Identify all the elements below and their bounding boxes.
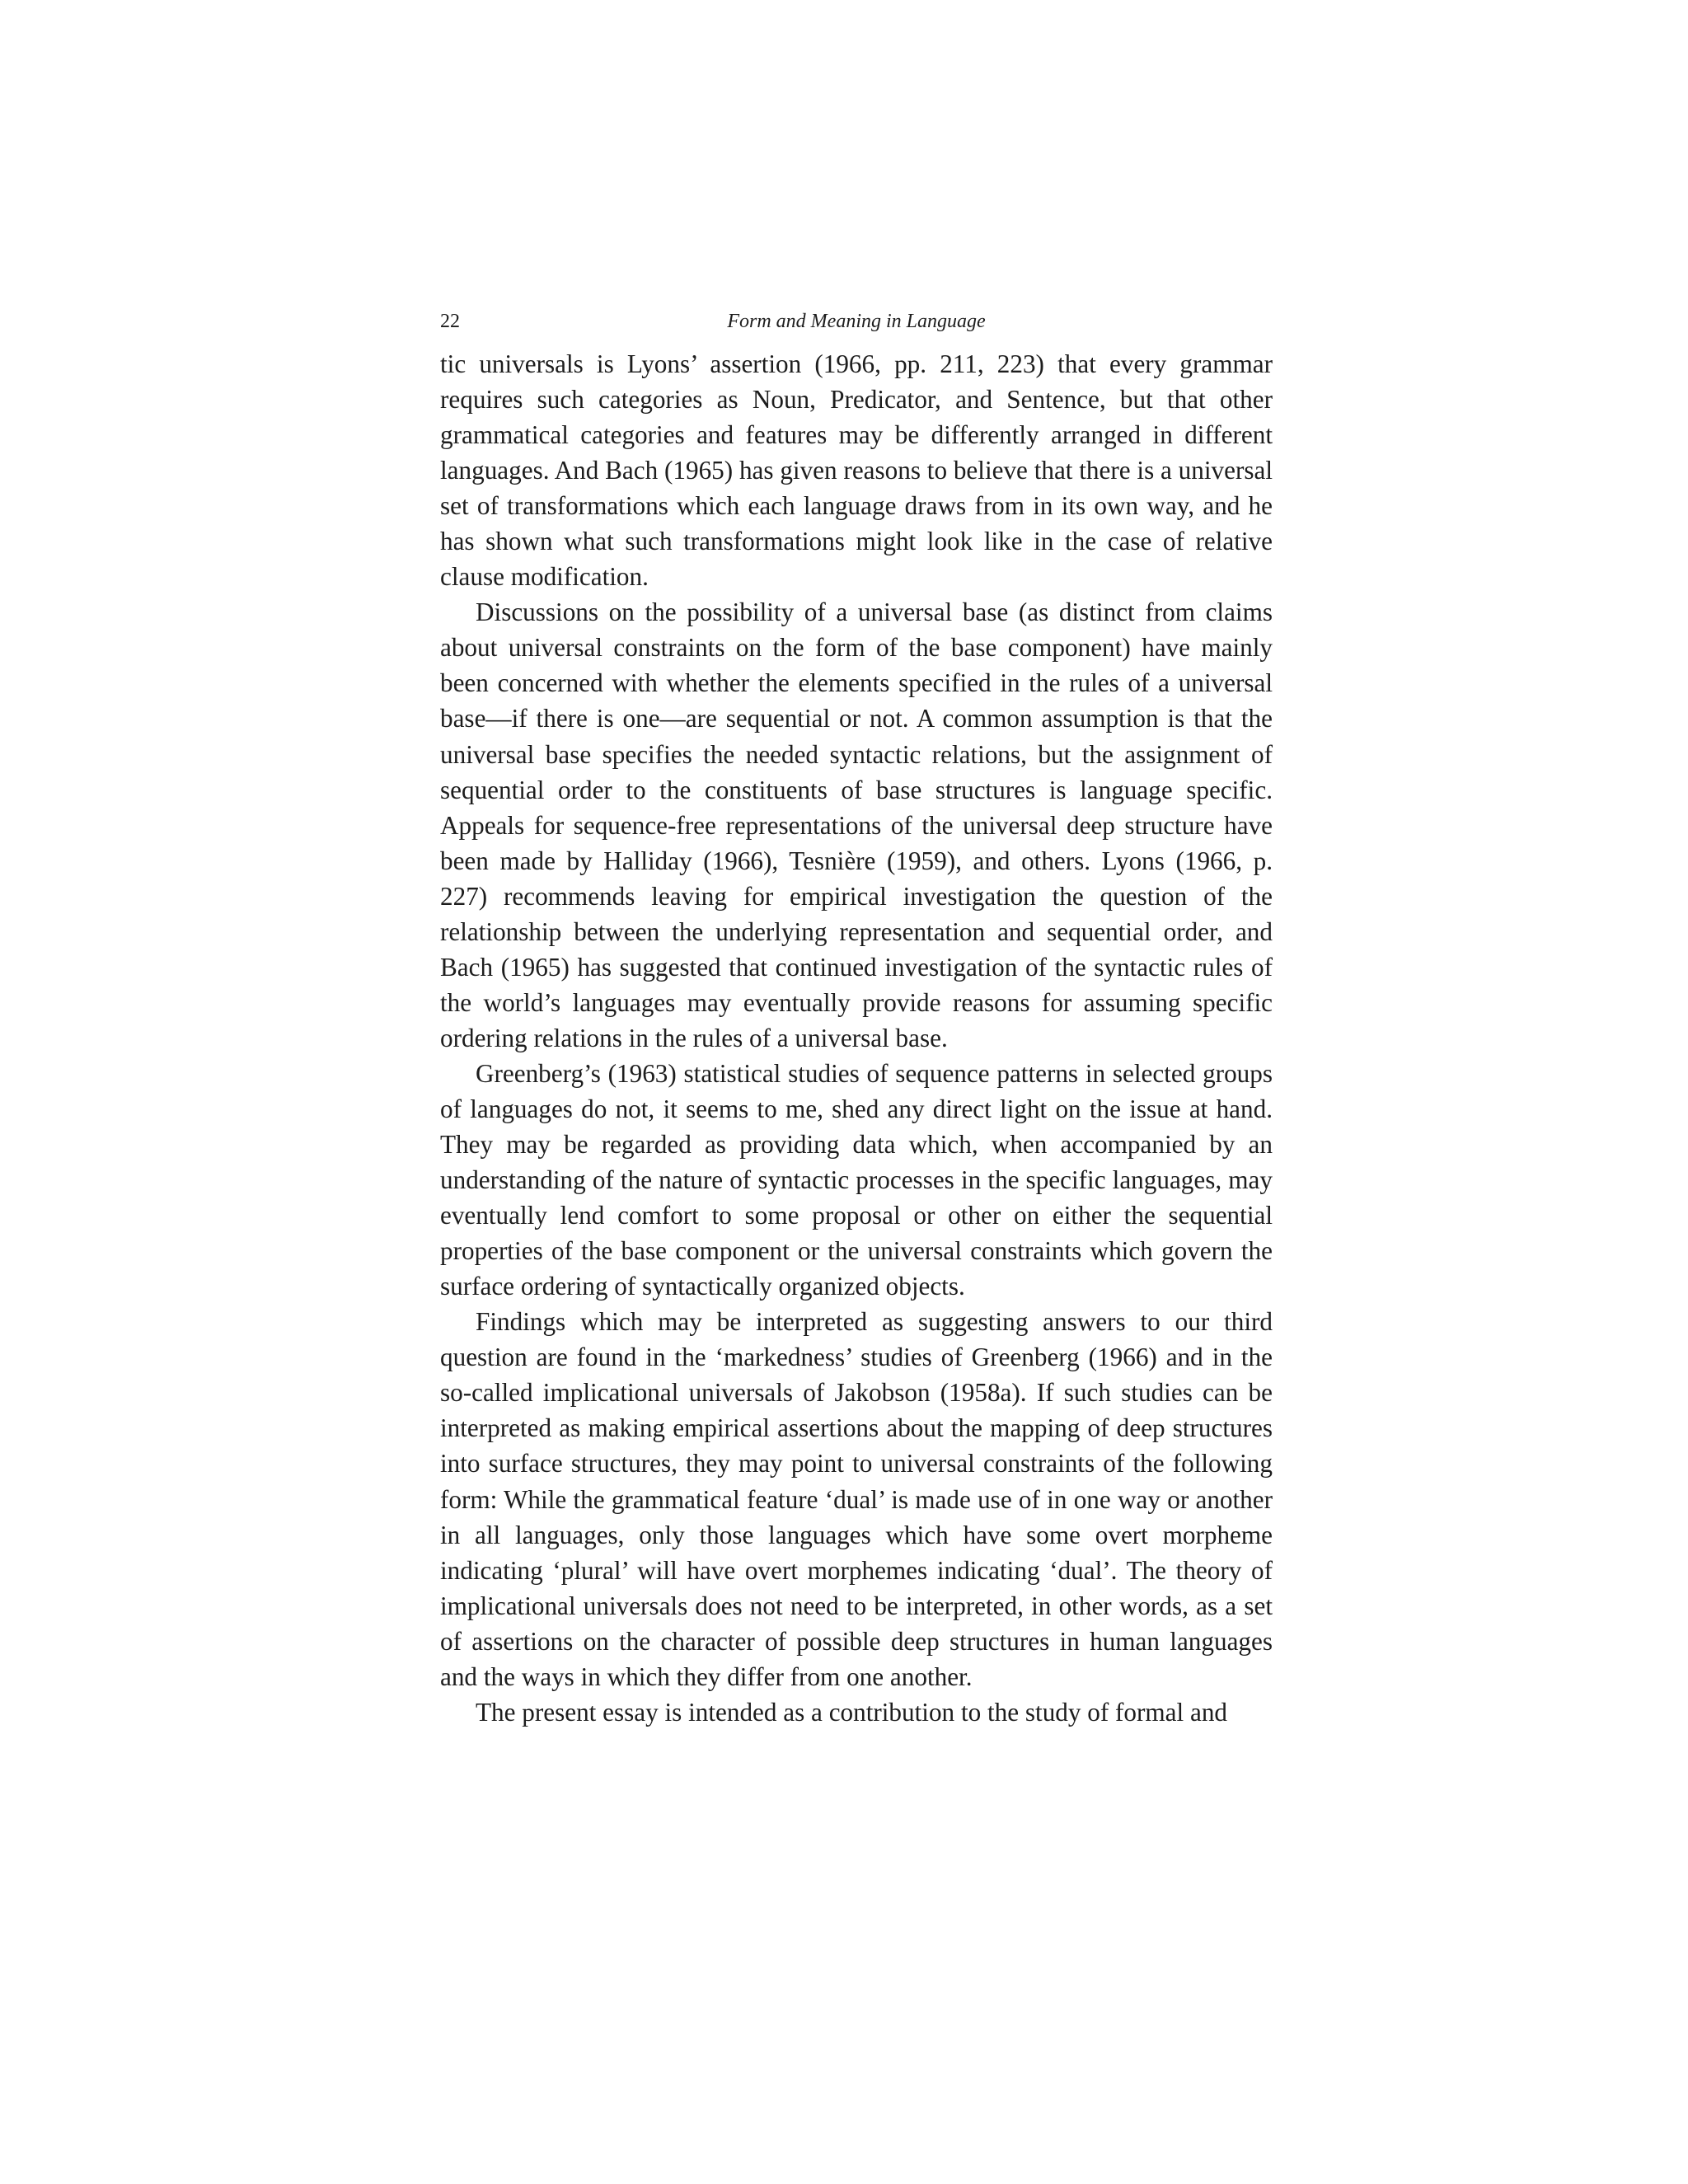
book-page: [440, 305, 1273, 1730]
running-head: [440, 305, 1273, 346]
body-text: [440, 346, 1273, 1730]
paragraph: Discussions on the possibility of a universal base (as distinct from claims about universal constraints on the form of the base component) have mainly been concerned with whether the elements specified in the rules of a universal base—if there is one—are sequential or not. A common assumption is that the universal base specifies the needed syntactic relations, but the assignment of sequential order to the constituents of base structures is language specific. Appeals for sequence-free representations of the universal deep structure have been made by Halliday (1966), Tesnière (1959), and others. Lyons (1966, p. 227) recommends leaving for empirical investigation the question of the relationship between the underlying representation and sequential order, and Bach (1965) has suggested that continued investigation of the syntactic rules of the world’s languages may eventually provide reasons for assuming specific ordering relations in the rules of a universal base.: [440, 598, 1273, 1052]
paragraph: Findings which may be interpreted as suggesting answers to our third question are found in the ‘markedness’ studies of Greenberg (1966) and in the so-called implicational universals of Jakobson (1958a). If such studies can be interpreted as making empirical assertions about the mapping of deep structures into surface structures, they may point to universal constraints of the following form: While the grammatical feature ‘dual’ is made use of in one way or another in all languages, only those languages which have some overt morpheme indicating ‘plural’ will have overt morphemes indicating ‘dual’. The theory of implicational universals does not need to be interpreted, in other words, as a set of assertions on the character of possible deep structures in human languages and the ways in which they differ from one another.: [440, 1307, 1273, 1691]
paragraph: Greenberg’s (1963) statistical studies of sequence patterns in selected groups of languages do not, it seems to me, shed any direct light on the issue at hand. They may be regarded as providing data which, when accompanied by an understanding of the nature of syntactic processes in the specific languages, may eventually lend comfort to some proposal or other on either the sequential properties of the base component or the universal constraints which govern the surface ordering of syntactically organized objects.: [440, 1058, 1273, 1301]
paragraph-continued: tic universals is Lyons’ assertion (1966, pp. 211, 223) that every grammar requires such categories as Noun, Predicator, and Sentence, but that other grammatical categories and features may be differently arranged in different languages. And Bach (1965) has given reasons to believe that there is a universal set of transformations which each language draws from in its own way, and he has shown what such transformations might look like in the case of relative clause modification.: [440, 349, 1273, 592]
paragraph: The present essay is intended as a contribution to the study of formal and: [476, 1697, 1228, 1727]
page-number: 22: [440, 311, 460, 332]
running-title: Form and Meaning in Language: [727, 311, 986, 332]
